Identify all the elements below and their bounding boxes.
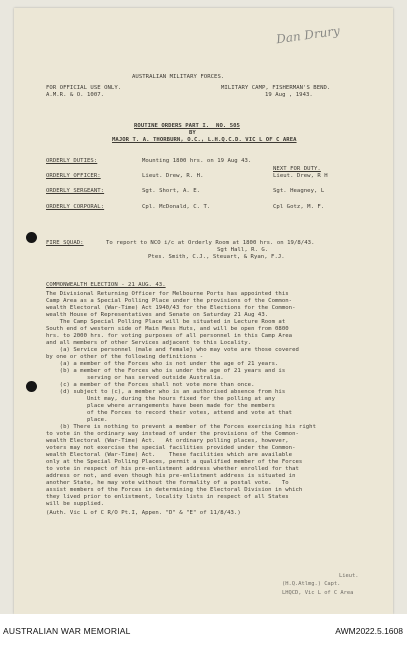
fire-squad-line2: Sgt Hall, R. G. bbox=[217, 247, 269, 253]
signature-appointment: (H.Q.Atlmg.) Capt. bbox=[282, 581, 341, 587]
election-line: another State, he may vote without the formality of a postal vote. To bbox=[46, 480, 289, 486]
election-line: to vote in respect of his pre-enlistment address whether enrolled for that bbox=[46, 466, 299, 472]
orderly-officer-next: Lieut. Drew, R H bbox=[273, 173, 328, 179]
election-line: The Camp Special Polling Place will be situated in Lecture Room at bbox=[46, 319, 286, 325]
election-line: and all members of other Services adjacent to this Locality. bbox=[46, 340, 252, 346]
routine-orders-commander: MAJOR T. A. THORBURN, O.C., L.H.Q.C.D. VIC L OF C AREA bbox=[112, 137, 297, 143]
election-line: will be supplied. bbox=[46, 501, 105, 507]
orderly-corporal-label: ORDERLY CORPORAL: bbox=[46, 204, 105, 210]
punch-hole-bottom bbox=[26, 381, 37, 392]
election-line: wealth Electoral (War-Time) Act 1940/43 for the Elections for the Common- bbox=[46, 305, 296, 311]
election-line: The Divisional Returning Officer for Melbourne Ports has appointed this bbox=[46, 291, 289, 297]
election-line: place where arrangements have been made for the members bbox=[46, 403, 275, 409]
election-line: they lived prior to enlistment, locality lists in respect of all States bbox=[46, 494, 289, 500]
election-line: (b) There is nothing to prevent a member of the Forces exercising his right bbox=[46, 424, 316, 430]
orderly-corporal-value: Cpl. McDonald, C. T. bbox=[142, 204, 211, 210]
document-page bbox=[14, 8, 393, 614]
election-line: wealth Electoral (War-Time) Act. These facilities which are available bbox=[46, 452, 293, 458]
election-line: (b) a member of the Forces who is under the age of 21 years and is bbox=[46, 368, 286, 374]
header-official-use: FOR OFFICIAL USE ONLY. bbox=[46, 85, 122, 91]
election-line: (c) a member of the Forces shall not vote more than once. bbox=[46, 382, 255, 388]
header-date: 19 Aug , 1943. bbox=[265, 92, 313, 98]
election-line: assist members of the Forces in determining the Electoral Division in which bbox=[46, 487, 303, 493]
election-line: wealth Electoral (War-Time) Act. At ordinary polling places, however, bbox=[46, 438, 289, 444]
orderly-sergeant-value: Sgt. Short, A. E. bbox=[142, 188, 201, 194]
next-for-duty-heading: NEXT FOR DUTY. bbox=[273, 166, 321, 172]
archive-reference: AWM2022.5.1608 bbox=[335, 626, 403, 636]
election-line: Unit may, during the hours fixed for the polling at any bbox=[46, 396, 275, 402]
election-line: South end of western side of Main Mess Huts, and will be open from 0800 bbox=[46, 326, 289, 332]
signature-rank: Lieut. bbox=[339, 573, 359, 579]
election-heading: COMMONWEALTH ELECTION - 21 AUG. 43. bbox=[46, 282, 166, 288]
orderly-corporal-next: Cpl Gotz, M. F. bbox=[273, 204, 325, 210]
routine-orders-title: ROUTINE ORDERS PART I. NO. 505 bbox=[134, 123, 240, 129]
orderly-officer-value: Lieut. Drew, R. H. bbox=[142, 173, 204, 179]
election-line: (a) a member of the Forces who is not under the age of 21 years. bbox=[46, 361, 279, 367]
election-line: place. bbox=[46, 417, 108, 423]
punch-hole-top bbox=[26, 232, 37, 243]
fire-squad-label: FIRE SQUAD: bbox=[46, 240, 84, 246]
header-location: MILITARY CAMP, FISHERMAN'S BEND. bbox=[221, 85, 331, 91]
election-line: wealth House of Representatives and Senate on Saturday 21 Aug 43. bbox=[46, 312, 269, 318]
election-line: only at the Special Polling Places, permit a qualified member of the Forces bbox=[46, 459, 303, 465]
election-line: hrs. to 2000 hrs. for voting purposes of all personnel in this Camp Area bbox=[46, 333, 293, 339]
orderly-duties-text: Mounting 1800 hrs. on 19 Aug 43. bbox=[142, 158, 252, 164]
pencil-annotation: Dan Drury bbox=[275, 23, 341, 47]
election-line: (d) subject to (c), a member who is an authorised absence from his bbox=[46, 389, 286, 395]
election-line: of the Forces to record their votes, attend and vote at that bbox=[46, 410, 293, 416]
election-authority: (Auth. Vic L of C R/O Pt.I, Appen. "D" & "E" of 11/8/43.) bbox=[46, 510, 241, 516]
election-line: to vote in the ordinary way instead of under the provisions of the Common- bbox=[46, 431, 299, 437]
election-line: Camp Area as a Special Polling Place under the provisions of the Common- bbox=[46, 298, 293, 304]
election-line: voters may not exercise the special facilities provided under the Common- bbox=[46, 445, 296, 451]
election-line: (a) Service personnel (male and female) who may vote are those covered bbox=[46, 347, 299, 353]
archive-name: AUSTRALIAN WAR MEMORIAL bbox=[3, 626, 131, 636]
fire-squad-line1: To report to NCO i/c at Orderly Room at 1800 hrs. on 19/8/43. bbox=[106, 240, 315, 246]
election-line: by one or other of the following definitions - bbox=[46, 354, 204, 360]
election-line: address or not, and even though his pre-enlistment address is situated in bbox=[46, 473, 296, 479]
routine-orders-by: BY bbox=[189, 130, 196, 136]
fire-squad-line3: Ptes. Smith, C.J., Steuart, & Ryan, F.J. bbox=[148, 254, 285, 260]
orderly-officer-label: ORDERLY OFFICER: bbox=[46, 173, 101, 179]
header-title: AUSTRALIAN MILITARY FORCES. bbox=[132, 74, 225, 80]
orderly-sergeant-next: Sgt. Heagney, L bbox=[273, 188, 325, 194]
orderly-duties-label: ORDERLY DUTIES: bbox=[46, 158, 98, 164]
header-amr-ref: A.M.R. & O. 1007. bbox=[46, 92, 105, 98]
signature-unit: LHQCD, Vic L of C Area bbox=[282, 590, 354, 596]
election-line: serving or has served outside Australia. bbox=[46, 375, 224, 381]
orderly-sergeant-label: ORDERLY SERGEANT: bbox=[46, 188, 105, 194]
